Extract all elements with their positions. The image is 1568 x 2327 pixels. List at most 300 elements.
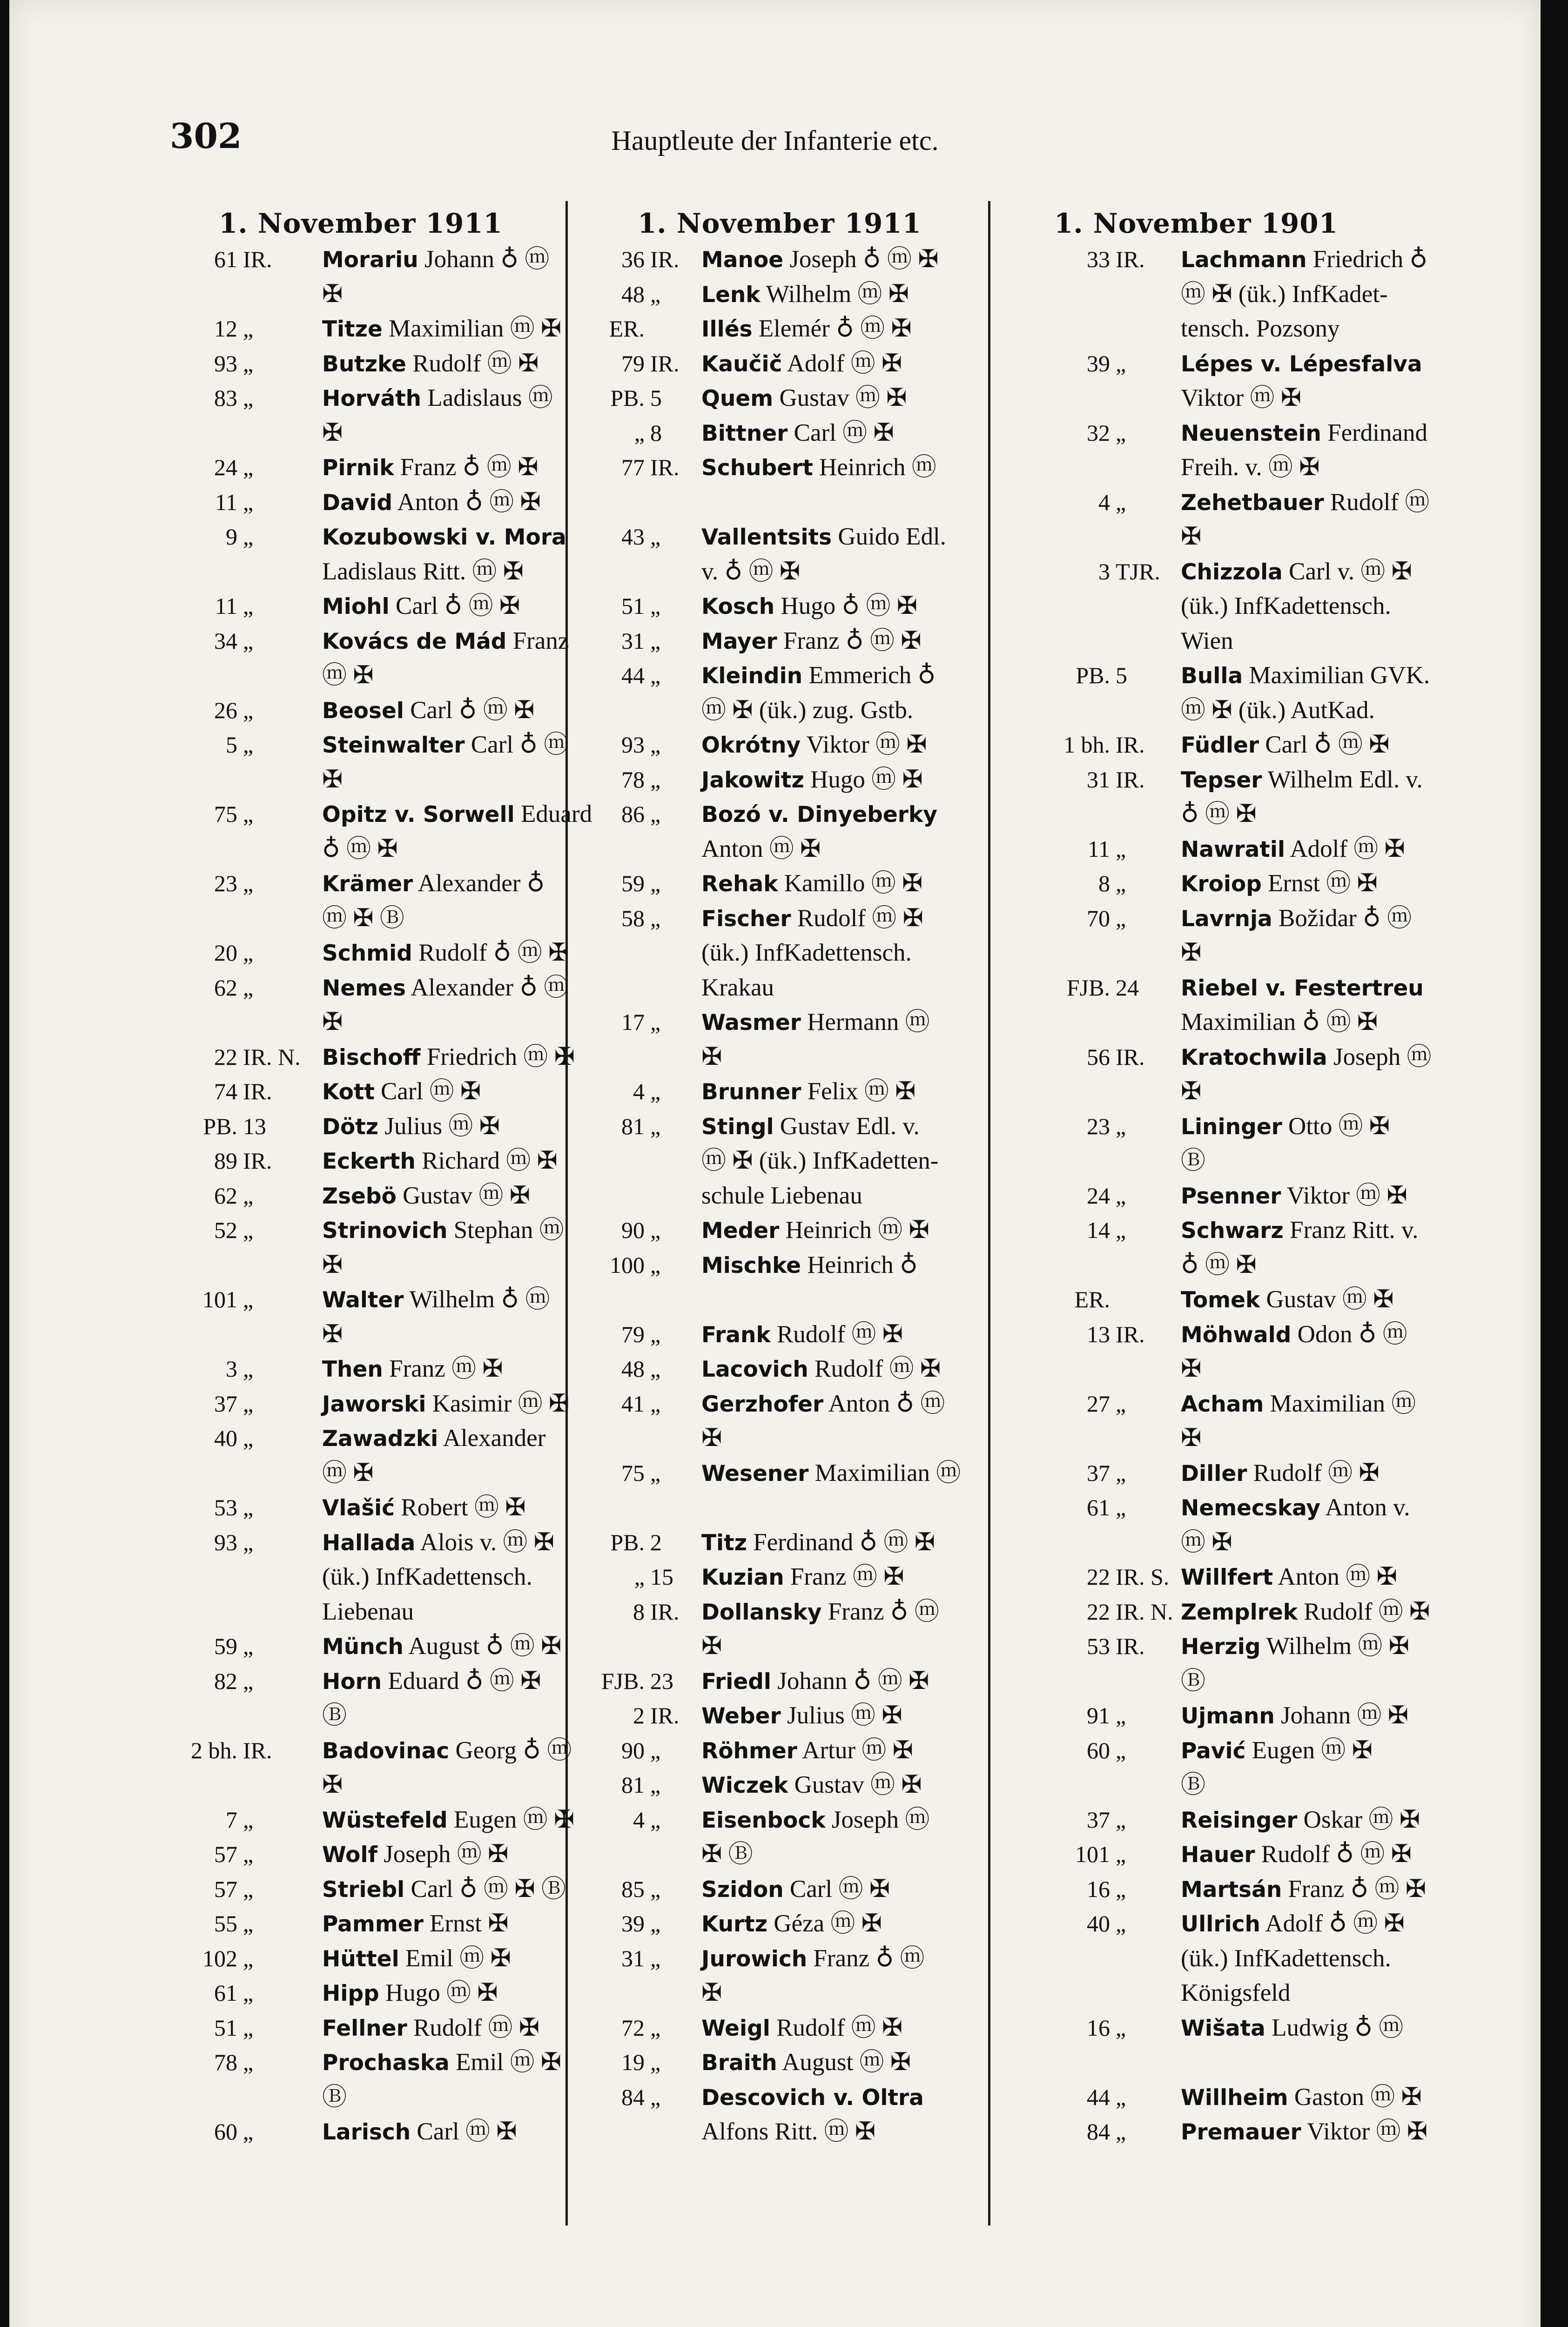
surname: Kuzian — [701, 1565, 784, 1590]
surname: Diller — [1181, 1460, 1247, 1486]
given-name-and-decorations: ♁ ⓜ ✠ — [1181, 1251, 1257, 1278]
regiment-number: 9 — [226, 524, 237, 550]
regiment-number: 57 — [214, 1841, 237, 1867]
entry-text — [322, 1698, 559, 1734]
register-entry — [575, 1594, 984, 1629]
given-name-and-decorations: ⓜ ✠ — [322, 662, 374, 689]
surname: Wolf — [322, 1842, 378, 1868]
unit-type: „ — [243, 627, 254, 654]
unit-type: „ — [243, 385, 254, 411]
entry-text — [701, 693, 984, 729]
unit-type: „ — [1116, 1390, 1126, 1417]
register-entry — [163, 832, 559, 867]
surname: Hipp — [322, 1981, 379, 2006]
register-entry — [163, 450, 559, 485]
given-name-and-decorations: Johann ♁ ⓜ — [418, 246, 550, 273]
given-name-and-decorations: ✠ — [322, 1320, 343, 1348]
entry-text — [322, 589, 559, 625]
given-name-and-decorations: Johann ♁ ⓜ ✠ — [771, 1667, 929, 1695]
regiment-number: 23 — [214, 870, 237, 896]
entry-text — [701, 832, 984, 868]
regiment-number: 75 — [214, 801, 237, 827]
entry-text — [1181, 519, 1399, 555]
entry-text — [1181, 1733, 1399, 1769]
unit-type: „ — [243, 940, 254, 966]
register-entry — [163, 1698, 559, 1733]
entry-text — [322, 1109, 559, 1145]
given-name-and-decorations: ✠ — [322, 766, 343, 793]
entry-text — [1181, 727, 1399, 763]
regiment-number: 40 — [214, 1425, 237, 1451]
surname: Zemplrek — [1181, 1599, 1298, 1625]
unit-type: TJR. — [1116, 558, 1160, 585]
regiment-number: 31 — [621, 627, 645, 654]
unit-type: 23 — [650, 1668, 673, 1694]
register-entry — [575, 1906, 984, 1941]
register-entry — [575, 1802, 984, 1837]
surname: Miohl — [322, 594, 390, 619]
entry-text — [1181, 901, 1412, 937]
register-entry — [994, 1525, 1399, 1560]
regiment-number: 90 — [621, 1737, 645, 1763]
column-date: 1. November 1911 — [637, 208, 922, 239]
register-entry — [994, 1074, 1399, 1109]
given-name-and-decorations: Ⓑ — [1181, 1667, 1205, 1695]
entry-text — [701, 1872, 984, 1908]
entry-text — [1181, 554, 1412, 590]
regiment-number: 60 — [1087, 1737, 1110, 1763]
register-entry — [575, 2114, 984, 2149]
entry-text — [701, 1594, 984, 1630]
regiment-number: 8 — [633, 1598, 645, 1625]
given-name-and-decorations: Joseph ⓜ — [1327, 1043, 1432, 1070]
surname: Gerzhofer — [701, 1391, 824, 1417]
register-entry — [994, 1143, 1399, 1178]
entry-text — [1181, 1976, 1399, 2011]
surname: Lininger — [1181, 1114, 1282, 1140]
given-name-and-decorations: Hugo ⓜ ✠ — [379, 1979, 498, 2006]
entry-text — [1181, 1005, 1399, 1041]
register-entry — [994, 2114, 1428, 2149]
entry-text — [701, 554, 984, 590]
surname: Bittner — [701, 420, 788, 446]
given-name-and-decorations: Carl ⓜ ✠ — [374, 1078, 481, 1105]
register-entry — [575, 2011, 984, 2045]
register-entry — [994, 1040, 1432, 1075]
register-entry — [994, 1248, 1399, 1283]
register-entry — [163, 1802, 575, 1837]
entry-text — [322, 1143, 559, 1179]
entry-text — [701, 1386, 984, 1422]
entry-text — [322, 381, 559, 417]
register-entry — [994, 381, 1399, 416]
unit-type: „ — [650, 1078, 661, 1104]
unit-type: „ — [243, 1910, 254, 1937]
unit-type: „ — [243, 316, 254, 342]
entry-text — [1181, 1802, 1420, 1838]
regiment-number: 61 — [1087, 1494, 1110, 1520]
unit-type: „ — [243, 2049, 254, 2075]
regiment-number: 51 — [214, 2014, 237, 2041]
surname: Meder — [701, 1218, 780, 1244]
entry-text — [1181, 416, 1427, 451]
unit-type: IR. — [650, 1598, 680, 1625]
register-entry — [163, 2114, 559, 2149]
surname: Then — [322, 1357, 383, 1382]
register-entry — [163, 1005, 559, 1040]
register-entry — [994, 485, 1430, 520]
entry-text — [701, 866, 984, 902]
entry-text — [1181, 1178, 1407, 1214]
given-name-and-decorations: ✠ — [322, 1251, 343, 1278]
entry-text — [701, 1143, 984, 1179]
regiment-number: 85 — [621, 1876, 645, 1902]
surname: Kratochwila — [1181, 1044, 1327, 1070]
register-entry — [575, 381, 984, 416]
register-entry — [994, 1906, 1405, 1941]
unit-type: IR. — [1116, 732, 1145, 758]
given-name-and-decorations: Rudolf ⓜ ✠ — [791, 904, 923, 932]
regiment-number: 33 — [1087, 246, 1110, 272]
regiment-number: 11 — [1087, 835, 1110, 862]
regiment-number: 22 — [214, 1043, 237, 1070]
unit-type: „ — [1116, 1702, 1126, 1728]
surname: Hallada — [322, 1530, 416, 1556]
entry-text — [1181, 450, 1399, 486]
given-name-and-decorations: Rudolf ⓜ ✠ — [770, 2014, 903, 2041]
given-name-and-decorations: Rudolf ♁ ⓜ ✠ — [1255, 1841, 1412, 1868]
surname: Kott — [322, 1079, 375, 1105]
given-name-and-decorations: Ladislaus Ritt. ⓜ ✠ — [322, 558, 524, 585]
register-entry — [994, 762, 1423, 797]
register-entry — [163, 970, 569, 1005]
given-name-and-decorations: tensch. Pozsony — [1181, 315, 1340, 342]
given-name-and-decorations: Ⓑ — [322, 2083, 347, 2111]
given-name-and-decorations: Rudolf ⓜ ✠ — [770, 1320, 903, 1348]
entry-text — [701, 658, 984, 694]
entry-text — [322, 1560, 559, 1595]
register-entry — [994, 1421, 1399, 1456]
register-entry — [163, 2080, 559, 2115]
regiment-number: 37 — [214, 1390, 237, 1417]
unit-type: „ — [1116, 2119, 1126, 2145]
entry-text — [1181, 1040, 1432, 1076]
register-entry — [163, 1178, 559, 1213]
entry-text — [1181, 1352, 1399, 1387]
unit-type: „ — [1116, 870, 1126, 896]
surname: Weigl — [701, 2015, 770, 2041]
given-name-and-decorations: ✠ — [322, 280, 343, 308]
unit-type: „ — [243, 1217, 254, 1243]
register-entry — [163, 624, 569, 659]
register-entry — [163, 1837, 559, 1872]
entry-text — [322, 624, 569, 659]
entry-text — [322, 1525, 559, 1561]
register-entry — [575, 485, 984, 520]
register-entry — [163, 901, 559, 936]
entry-text — [322, 1421, 559, 1457]
regiment-number: 13 — [1087, 1321, 1110, 1347]
regiment-number: 31 — [1087, 766, 1110, 793]
entry-text — [1181, 658, 1430, 694]
entry-text — [1181, 935, 1399, 971]
unit-type: „ — [243, 2014, 254, 2041]
entry-text — [701, 346, 984, 382]
regiment-number: 2 bh. — [191, 1737, 237, 1763]
entry-text — [701, 416, 984, 451]
register-entry — [163, 2045, 562, 2080]
regiment-number: 55 — [214, 1910, 237, 1937]
unit-type: „ — [1116, 835, 1126, 862]
entry-text — [1181, 1698, 1408, 1734]
entry-text — [701, 797, 984, 833]
given-name-and-decorations: Freih. v. ⓜ ✠ — [1181, 454, 1320, 481]
entry-text — [701, 727, 984, 763]
register-entry — [994, 1109, 1399, 1144]
entry-text — [1181, 1872, 1426, 1908]
surname: Illés — [701, 316, 753, 342]
entry-text — [1181, 485, 1429, 521]
surname: Willfert — [1181, 1565, 1273, 1590]
unit-type: IR. — [243, 1148, 272, 1174]
given-name-and-decorations: Franz — [506, 627, 569, 654]
register-entry — [575, 554, 984, 589]
surname: Horváth — [322, 386, 422, 411]
register-entry — [163, 935, 569, 970]
given-name-and-decorations: (ük.) InfKadettensch. — [701, 939, 912, 966]
regiment-number: 16 — [1087, 2014, 1110, 2041]
register-entry — [163, 1976, 559, 2011]
given-name-and-decorations: Georg ♁ ⓜ — [449, 1736, 572, 1764]
regiment-number: 32 — [1087, 419, 1110, 446]
register-entry — [575, 2045, 984, 2080]
given-name-and-decorations: Carl ♁ ⓜ ✠ — [389, 592, 520, 619]
unit-type: „ — [650, 2014, 661, 2041]
surname: Fellner — [322, 2015, 407, 2041]
surname: Manoe — [701, 247, 784, 273]
entry-text — [322, 797, 592, 833]
entry-text — [1181, 866, 1399, 902]
regiment-number: 101 — [1075, 1841, 1110, 1867]
entry-text — [701, 1317, 984, 1353]
surname: Tomek — [1181, 1287, 1260, 1313]
register-entry — [994, 2080, 1422, 2115]
register-entry — [575, 519, 984, 554]
entry-text — [1181, 1213, 1418, 1249]
surname: Willheim — [1181, 2085, 1288, 2111]
register-entry — [994, 1456, 1399, 1491]
register-entry — [163, 1074, 559, 1109]
surname: Reisinger — [1181, 1807, 1298, 1833]
register-entry — [575, 1352, 984, 1386]
unit-type: IR. — [650, 246, 680, 272]
regiment-number: FJB. — [1066, 974, 1110, 1001]
register-entry — [994, 2045, 1399, 2080]
unit-type: „ — [650, 524, 661, 550]
register-entry — [575, 1386, 984, 1421]
regiment-number: 62 — [214, 974, 237, 1001]
column-1 — [163, 205, 592, 2149]
given-name-and-decorations: v. ♁ ⓜ ✠ — [701, 558, 801, 585]
given-name-and-decorations: Maximilian GVK. — [1243, 662, 1430, 689]
surname: Bulla — [1181, 663, 1243, 689]
surname: Quem — [701, 386, 774, 411]
unit-type: 5 — [650, 385, 662, 411]
given-name-and-decorations: Rudolf ⓜ — [1324, 488, 1430, 516]
given-name-and-decorations: Gustav ⓜ ✠ — [396, 1182, 531, 1209]
regiment-number: 17 — [621, 1009, 645, 1035]
regiment-number: 22 — [1087, 1598, 1110, 1625]
unit-type: „ — [1116, 2014, 1126, 2041]
unit-type: „ — [243, 1945, 254, 1971]
entry-text — [1181, 1560, 1399, 1595]
unit-type: „ — [243, 1425, 254, 1451]
surname: Möhwald — [1181, 1322, 1292, 1348]
register-entry — [163, 1213, 564, 1248]
unit-type: 24 — [1116, 974, 1139, 1001]
register-entry — [575, 1629, 984, 1664]
register-entry — [994, 1213, 1419, 1248]
entry-text — [1181, 2080, 1422, 2116]
given-name-and-decorations: ✠ — [322, 419, 343, 446]
surname: Zsebö — [322, 1183, 397, 1209]
surname: Wasmer — [701, 1010, 801, 1036]
given-name-and-decorations: Ernst ✠ — [423, 1910, 509, 1937]
surname: Hüttel — [322, 1946, 399, 1972]
register-entry — [994, 901, 1412, 936]
given-name-and-decorations: Julius ⓜ ✠ — [781, 1702, 902, 1729]
register-entry — [575, 1698, 984, 1733]
register-entry — [575, 901, 984, 936]
surname: Butzke — [322, 351, 406, 377]
register-entry — [163, 589, 559, 624]
surname: Herzig — [1181, 1634, 1261, 1660]
unit-type: „ — [243, 1668, 254, 1694]
given-name-and-decorations: ✠ — [1181, 1078, 1202, 1105]
unit-type: „ — [650, 1356, 661, 1382]
unit-type: 5 — [1116, 662, 1127, 688]
surname: Friedl — [701, 1668, 772, 1695]
regiment-number: 7 — [226, 1806, 237, 1833]
register-entry — [994, 1490, 1410, 1525]
surname: Psenner — [1181, 1183, 1281, 1209]
given-name-and-decorations: Gustav Edl. v. — [774, 1112, 920, 1140]
unit-type: „ — [243, 801, 254, 827]
register-entry — [994, 832, 1405, 867]
regiment-number: 39 — [1087, 350, 1110, 377]
regiment-number: PB. — [610, 1529, 645, 1555]
unit-type: „ — [650, 801, 661, 827]
given-name-and-decorations: ⓜ ✠ (ük.) InfKadet- — [1181, 280, 1388, 308]
regiment-number: 60 — [214, 2119, 237, 2145]
given-name-and-decorations: Artur ⓜ ✠ — [797, 1736, 914, 1764]
unit-type: „ — [243, 697, 254, 723]
register-entry — [163, 1317, 559, 1352]
register-entry — [163, 1525, 559, 1560]
given-name-and-decorations: Carl ♁ ⓜ ✠ — [1259, 731, 1390, 758]
register-entry — [994, 1317, 1407, 1352]
column-rule — [988, 201, 990, 2226]
register-entry — [575, 1005, 984, 1040]
given-name-and-decorations: Maximilian ⓜ — [1264, 1390, 1416, 1417]
entry-text — [701, 1421, 984, 1457]
register-entry — [575, 1490, 984, 1525]
entry-text — [701, 970, 984, 1006]
register-entry — [575, 1248, 984, 1283]
surname: Szidon — [701, 1876, 784, 1903]
given-name-and-decorations: ⓜ ✠ (ük.) InfKadetten- — [701, 1147, 939, 1174]
unit-type: „ — [650, 732, 661, 758]
register-entry — [994, 242, 1428, 277]
register-entry — [994, 1560, 1399, 1594]
regiment-number: 43 — [621, 524, 645, 550]
entry-text — [701, 1906, 984, 1942]
entry-text — [322, 1282, 559, 1318]
register-entry — [163, 242, 559, 277]
surname: Wüstefeld — [322, 1807, 448, 1833]
given-name-and-decorations: ✠ — [322, 1771, 343, 1798]
given-name-and-decorations: Géza ⓜ ✠ — [767, 1910, 882, 1937]
surname: Riebel v. Festertreu — [1181, 975, 1424, 1001]
given-name-and-decorations: Kamillo ⓜ ✠ — [778, 870, 923, 897]
given-name-and-decorations: ⓜ ✠ (ük.) AutKad. — [1181, 696, 1375, 724]
regiment-number: 75 — [621, 1459, 645, 1486]
given-name-and-decorations: Eduard ♁ ⓜ ✠ — [382, 1667, 541, 1695]
given-name-and-decorations: ⓜ ✠ Ⓑ — [322, 904, 404, 932]
entry-text — [1181, 624, 1399, 659]
register-entry — [163, 1906, 559, 1941]
unit-type: „ — [650, 905, 661, 931]
surname: Mischke — [701, 1252, 801, 1278]
surname: Jakowitz — [701, 767, 804, 793]
register-entry — [163, 1594, 559, 1629]
surname: Wesener — [701, 1460, 809, 1486]
entry-text — [1181, 693, 1399, 729]
given-name-and-decorations: Anton ⓜ ✠ — [1273, 1563, 1397, 1590]
given-name-and-decorations: Wilhelm Edl. v. — [1262, 766, 1423, 793]
entry-text — [1181, 970, 1424, 1006]
unit-type: „ — [243, 1841, 254, 1867]
given-name-and-decorations: Eugen ⓜ ✠ — [447, 1806, 575, 1833]
given-name-and-decorations: Rudolf ⓜ ✠ — [407, 2014, 540, 2041]
unit-type: IR. — [650, 1702, 680, 1728]
entry-text — [322, 1872, 566, 1908]
regiment-number: 101 — [202, 1286, 237, 1312]
surname: Kosch — [701, 594, 775, 619]
regiment-number: 3 — [1098, 558, 1110, 585]
register-entry — [163, 658, 559, 693]
unit-type: „ — [650, 1910, 661, 1937]
entry-text — [701, 450, 984, 486]
given-name-and-decorations: (ük.) InfKadettensch. — [1181, 592, 1391, 619]
given-name-and-decorations: Emil ⓜ ✠ — [399, 1944, 511, 1972]
register-entry — [994, 1802, 1420, 1837]
regiment-number: FJB. — [601, 1668, 645, 1694]
regiment-number: 40 — [1087, 1910, 1110, 1937]
entry-text — [322, 1040, 575, 1076]
regiment-number: 61 — [214, 246, 237, 272]
register-entry — [163, 485, 559, 520]
given-name-and-decorations: Alexander — [438, 1425, 546, 1452]
given-name-and-decorations: Franz ♁ ⓜ ✠ — [777, 627, 922, 654]
given-name-and-decorations: Maximilian ⓜ ✠ — [382, 315, 562, 342]
given-name-and-decorations: Viktor ⓜ ✠ — [801, 731, 927, 758]
entry-text — [701, 762, 984, 798]
entry-text — [322, 1976, 559, 2011]
unit-type: „ — [1116, 1217, 1126, 1243]
unit-type: „ — [1116, 1806, 1126, 1833]
entry-text — [701, 935, 984, 971]
